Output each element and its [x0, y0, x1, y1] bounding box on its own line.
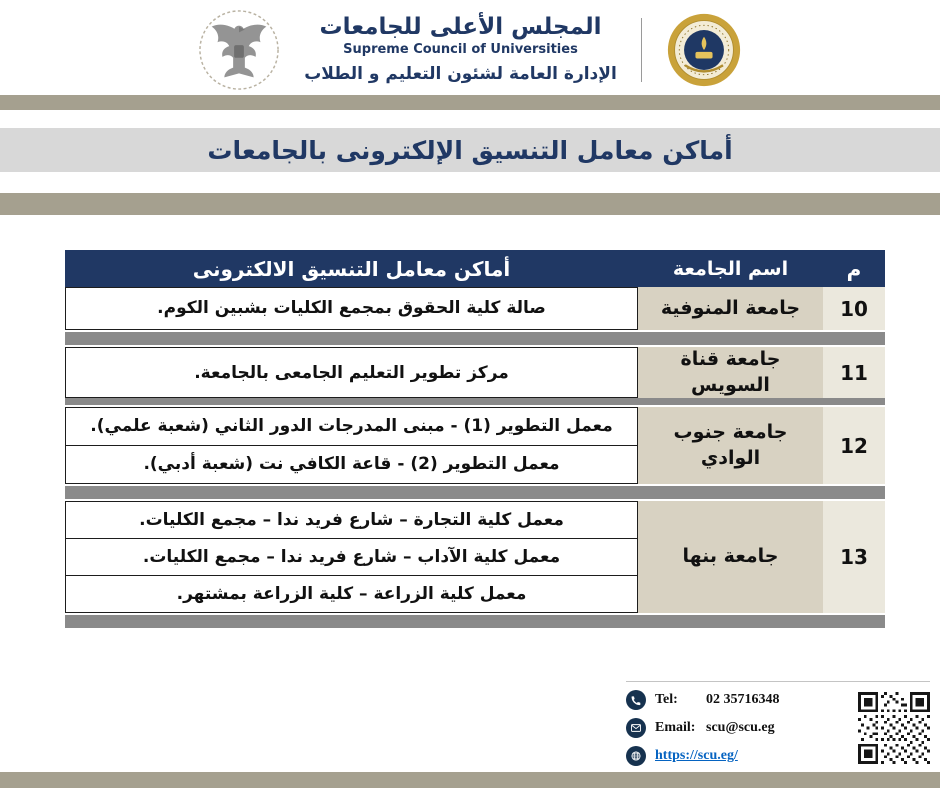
- row-separator-bar: [65, 332, 885, 345]
- table-row: [65, 287, 885, 330]
- phone-icon: [626, 690, 646, 710]
- website-link[interactable]: https://scu.eg/: [655, 748, 738, 763]
- labs-table: [65, 250, 885, 628]
- footer-accent-bar: [0, 772, 940, 788]
- location-item: معمل كلية الآداب – شارع فريد ندا – مجمع الكليات.: [65, 538, 638, 576]
- email-value: scu@scu.eg: [706, 720, 775, 735]
- department-name: الإدارة العامة لشئون التعليم و الطلاب: [304, 63, 617, 84]
- location-item: معمل كلية التجارة – شارع فريد ندا – مجمع الكليات.: [65, 501, 638, 539]
- contact-row-email: [626, 718, 846, 738]
- row-number: 10: [823, 287, 885, 330]
- globe-icon: [626, 746, 646, 766]
- university-name: جامعة قناة السويس: [638, 347, 823, 398]
- column-header-university: اسم الجامعة: [672, 257, 789, 280]
- contact-row-website: [626, 746, 846, 766]
- page-title: أماكن معامل التنسيق الإلكترونى بالجامعات: [207, 135, 733, 165]
- university-name: جامعة المنوفية: [638, 287, 823, 330]
- row-separator-bar: [65, 615, 885, 628]
- location-item: معمل التطوير (1) - مبنى المدرجات الدور الثاني (شعبة علمي).: [65, 407, 638, 446]
- location-item: معمل كلية الزراعة – كلية الزراعة بمشتهر.: [65, 575, 638, 613]
- locations-cell: [65, 407, 638, 484]
- header-divider: [641, 18, 642, 82]
- column-header-locations: أماكن معامل التنسيق الالكترونى: [192, 256, 511, 281]
- qr-code: [858, 692, 930, 764]
- table-header-row: [65, 250, 885, 287]
- university-name: جامعة جنوب الوادي: [638, 407, 823, 484]
- row-number: 12: [823, 407, 885, 484]
- org-name-arabic: المجلس الأعلى للجامعات: [319, 14, 602, 41]
- header: [0, 0, 940, 95]
- phone-value: 02 35716348: [706, 692, 780, 707]
- row-separator-bar: [65, 486, 885, 499]
- university-name: جامعة بنها: [638, 501, 823, 613]
- contact-list: [626, 690, 846, 766]
- header-accent-bar: [0, 95, 940, 110]
- location-item: صالة كلية الحقوق بمجمع الكليات بشبين الكوم.: [65, 287, 638, 330]
- location-item: مركز تطوير التعليم الجامعى بالجامعة.: [65, 347, 638, 398]
- footer-contact-block: [626, 681, 930, 766]
- locations-cell: [65, 347, 638, 398]
- scu-seal-logo: [666, 12, 742, 88]
- contact-row-phone: [626, 690, 846, 710]
- table-row: [65, 347, 885, 396]
- row-number: 11: [823, 347, 885, 398]
- title-accent-bar: [0, 193, 940, 215]
- header-titles: [304, 15, 617, 83]
- org-name-english: Supreme Council of Universities: [343, 41, 578, 57]
- row-number: 13: [823, 501, 885, 613]
- locations-cell: [65, 501, 638, 613]
- email-icon: [626, 718, 646, 738]
- table-row: [65, 407, 885, 484]
- locations-cell: [65, 287, 638, 330]
- table-row: [65, 501, 885, 613]
- phone-label: Tel:: [655, 692, 678, 707]
- location-item: معمل التطوير (2) - قاعة الكافي نت (شعبة أدبي).: [65, 445, 638, 484]
- column-header-number: م: [846, 256, 862, 281]
- title-bar: [0, 128, 940, 172]
- ministry-eagle-logo: [198, 9, 280, 91]
- email-label: Email:: [655, 720, 696, 735]
